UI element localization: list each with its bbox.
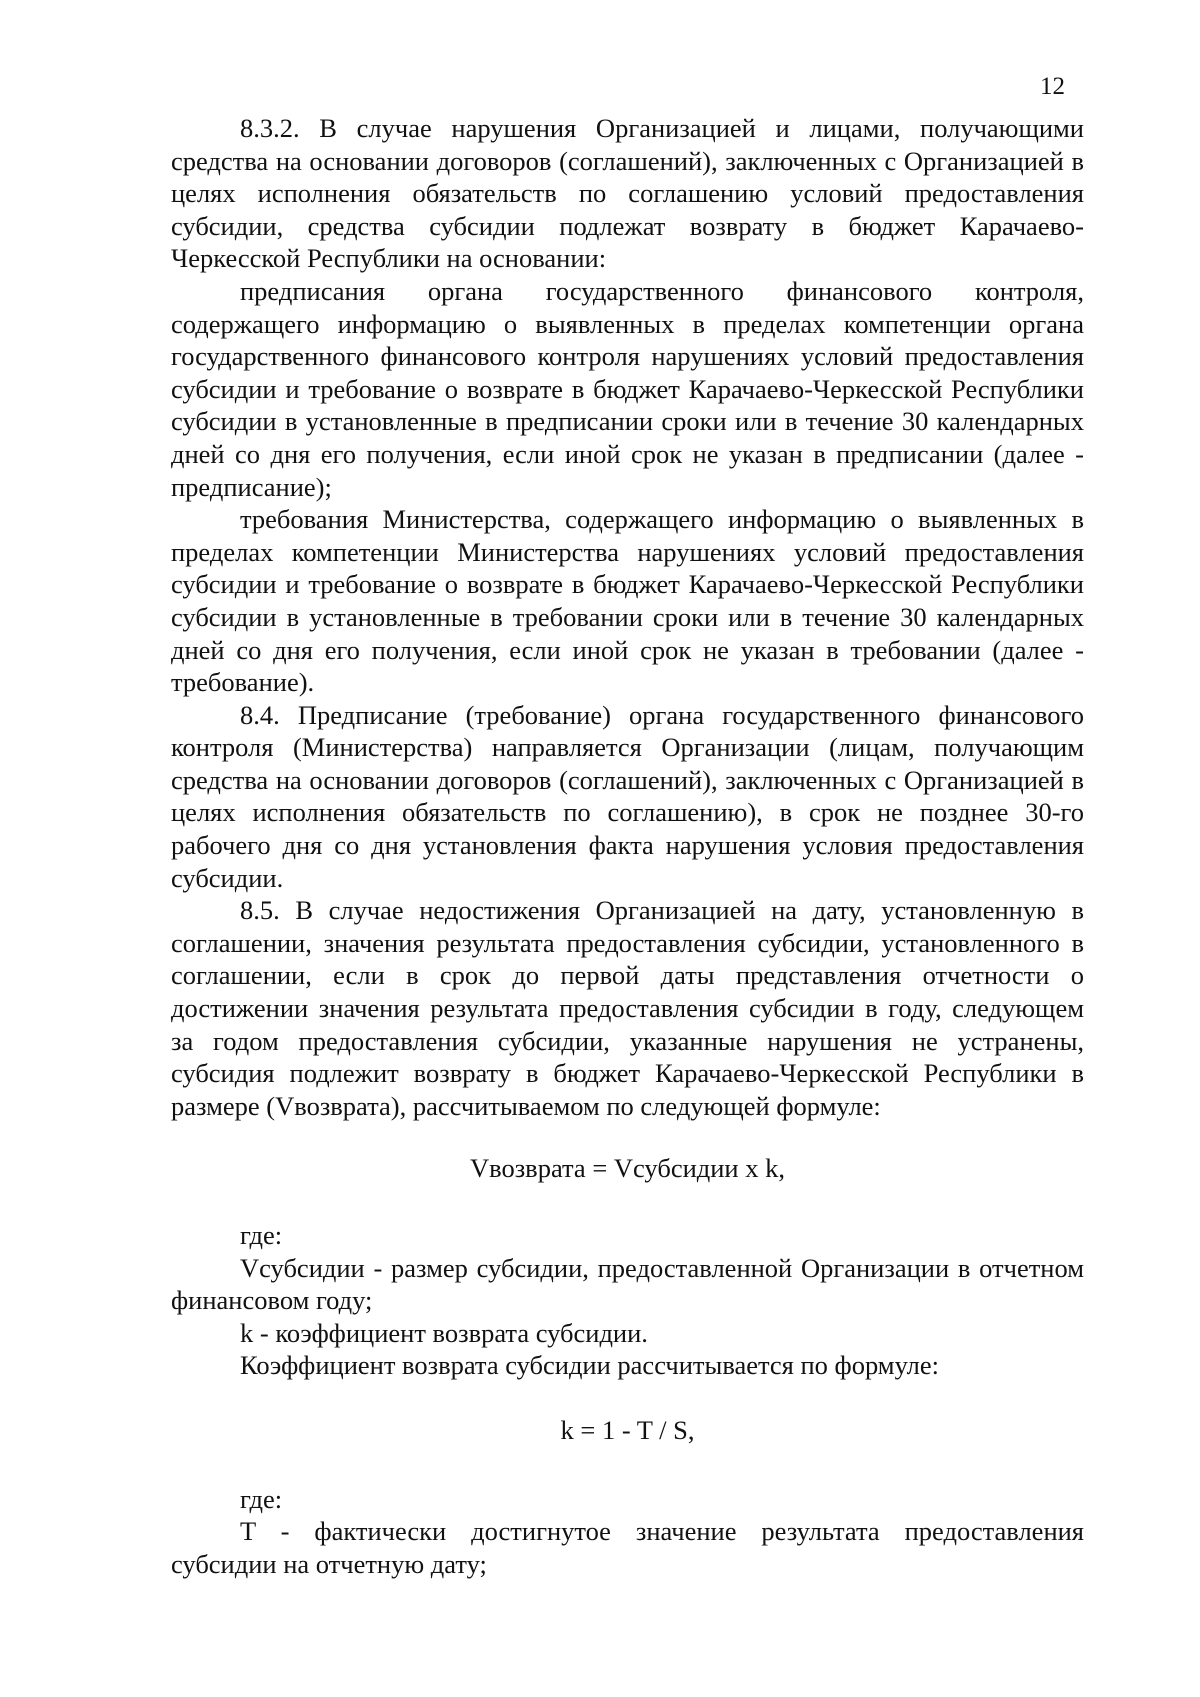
page-number: 12: [1040, 73, 1065, 100]
paragraph-8-3-2: 8.3.2. В случае нарушения Организацией и лицами, получающими средства на основании договоров (соглашений), заключенных с Организацией в целях исполнения обязательств по соглашению условий предоставления субсидии, средства субсидии подлежат возврату в бюджет Карачаево-Черкесской Республики на основании:: [171, 113, 1084, 274]
paragraph-8-5: 8.5. В случае недостижения Организацией на дату, установленную в соглашении, значения результата предоставления субсидии, установленного в соглашении, если в срок до первой даты представления отчетности о достижении значения результата предоставления субсидии в году, следующем за годом предоставления субсидии, указанные нарушения не устранены, субсидия подлежит возврату в бюджет Карачаево-Черкесской Республики в размере (Vвозврата), рассчитываемом по следующей формуле:: [171, 895, 1084, 1121]
formula-coefficient: k = 1 - T / S,: [560, 1414, 695, 1445]
paragraph-v-subsidy-definition: Vсубсидии - размер субсидии, предоставленной Организации в отчетном финансовом году;: [171, 1252, 1084, 1316]
where-label: где:: [240, 1220, 283, 1250]
paragraph-8-4: 8.4. Предписание (требование) органа государственного финансового контроля (Министерства) направляется Организации (лицам, получающим средства на основании договоров (соглашений), заключенных с Организацией в целях исполнения обязательств по соглашению), в срок не позднее 30-го рабочего дня со дня установления факта нарушения условия предоставления субсидии.: [171, 699, 1084, 893]
paragraph-requirement: требования Министерства, содержащего информацию о выявленных в пределах компетенции Министерства нарушениях условий предоставления субсидии и требование о возврате в бюджет Карачаево-Черкесской Республики субсидии в установленные в требовании сроки или в течение 30 календарных дней со дня его получения, если иной срок не указан в требовании (далее - требование).: [171, 504, 1084, 698]
where-label-2: где:: [240, 1483, 283, 1514]
paragraph-coefficient-intro: Коэффициент возврата субсидии рассчитывается по формуле:: [240, 1350, 940, 1381]
document-body: [171, 112, 1084, 1580]
paragraph-k-definition: k - коэффициент возврата субсидии.: [240, 1317, 648, 1348]
formula-return-volume: Vвозврата = Vсубсидии x k,: [470, 1153, 785, 1184]
paragraph-prescription: предписания органа государственного финансового контроля, содержащего информацию о выявленных в пределах компетенции органа государственного финансового контроля нарушениях условий предоставления субсидии и требование о возврате в бюджет Карачаево-Черкесской Республики субсидии в установленные в предписании сроки или в течение 30 календарных дней со дня его получения, если иной срок не указан в предписании (далее - предписание);: [171, 275, 1084, 502]
paragraph-t-definition: T - фактически достигнутое значение результата предоставления субсидии на отчетную дату;: [171, 1516, 1084, 1579]
